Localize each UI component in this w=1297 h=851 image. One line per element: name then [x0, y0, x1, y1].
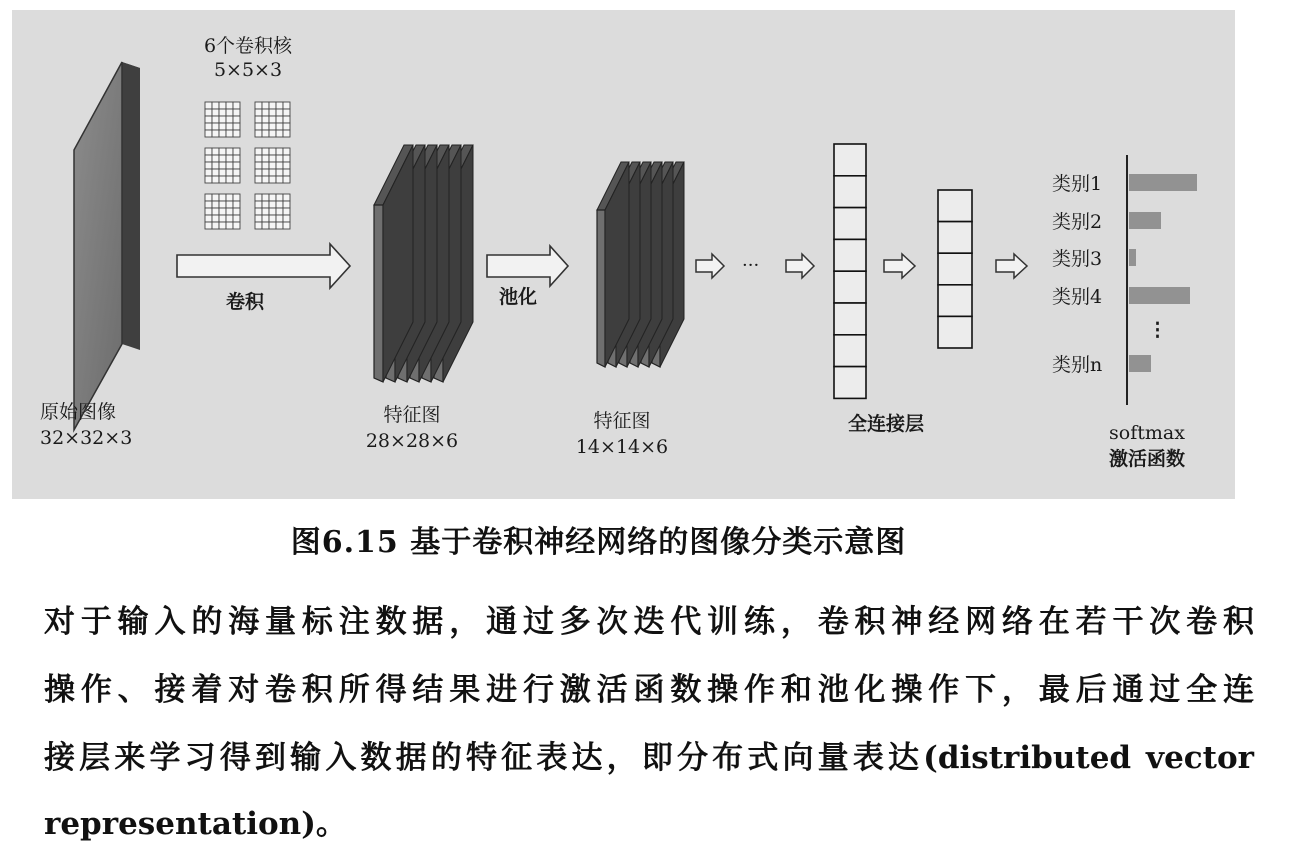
fc2-cell-3 — [938, 253, 972, 285]
activation-label: 激活函数 — [1108, 448, 1185, 470]
conv-kernel-3 — [205, 148, 240, 183]
pool-arrow — [487, 246, 568, 286]
cnn-diagram — [12, 10, 1235, 499]
figure-caption: 图6.15 基于卷积神经网络的图像分类示意图 — [290, 525, 907, 560]
conv-kernel-4 — [255, 148, 290, 183]
small-arrow-2 — [786, 254, 814, 278]
class-dots: ⋮ — [1148, 319, 1167, 341]
conv-arrow — [177, 244, 350, 288]
small-arrow-3 — [884, 254, 915, 278]
fc2-cell-2 — [938, 222, 972, 254]
fc1-cell-5 — [834, 271, 866, 303]
softmax-label: softmax — [1109, 422, 1185, 444]
paragraph-line-3: 接层来学习得到输入数据的特征表达，即分布式向量表达(distributed vector — [44, 740, 1254, 776]
fc2-cell-5 — [938, 316, 972, 348]
fc2-cell-4 — [938, 285, 972, 317]
conv-kernel-5 — [205, 194, 240, 229]
softmax-bar-2 — [1129, 212, 1161, 229]
paragraph-line-2: 操作、接着对卷积所得结果进行激活函数操作和池化操作下，最后通过全连 — [44, 672, 1254, 708]
softmax-bar-1 — [1129, 174, 1197, 191]
feature-map-stack-1 — [374, 145, 473, 382]
fc1-cell-6 — [834, 303, 866, 335]
ellipsis-arrows: ··· — [742, 255, 760, 276]
fc2-cell-1 — [938, 190, 972, 222]
feature-map-1-label: 特征图 — [383, 404, 441, 426]
class-label-n: 类别n — [1052, 354, 1103, 376]
input-image-slab — [74, 62, 140, 430]
class-label-1: 类别1 — [1052, 173, 1103, 195]
feature-map-1-dims: 28×28×6 — [365, 430, 459, 452]
kernels-label: 6个卷积核 — [203, 35, 293, 57]
conv-kernel-2 — [255, 102, 290, 137]
input-dims: 32×32×3 — [40, 427, 133, 449]
conv-label: 卷积 — [226, 291, 265, 313]
feature-map-2-dims: 14×14×6 — [575, 436, 669, 458]
conv-kernel-1 — [205, 102, 240, 137]
small-arrow-1 — [696, 254, 724, 278]
conv-kernel-6 — [255, 194, 290, 229]
conv-kernels — [205, 102, 290, 229]
paragraph-line-4: representation)。 — [44, 806, 347, 842]
fc1-cell-7 — [834, 335, 866, 367]
fc-column-1 — [834, 144, 866, 398]
paragraph-line-1: 对于输入的海量标注数据，通过多次迭代训练，卷积神经网络在若干次卷积 — [44, 604, 1254, 640]
softmax-bar-3 — [1129, 249, 1136, 266]
class-label-3: 类别3 — [1052, 248, 1103, 270]
input-label: 原始图像 — [40, 401, 117, 423]
class-label-2: 类别2 — [1052, 211, 1103, 233]
fc1-cell-8 — [834, 367, 866, 399]
feature-map-2-label: 特征图 — [593, 410, 651, 432]
fc1-cell-1 — [834, 144, 866, 176]
class-label-4: 类别4 — [1052, 286, 1103, 308]
softmax-bar-4 — [1129, 287, 1190, 304]
fc-layer-label: 全连接层 — [848, 413, 925, 435]
small-arrow-4 — [996, 254, 1027, 278]
kernels-dims: 5×5×3 — [213, 59, 283, 81]
softmax-bar-5 — [1129, 355, 1151, 372]
fc1-cell-2 — [834, 176, 866, 208]
feature-map-stack-2 — [597, 162, 684, 367]
pool-label: 池化 — [499, 286, 538, 308]
fc1-cell-4 — [834, 239, 866, 271]
fc1-cell-3 — [834, 208, 866, 240]
fc-column-2 — [938, 190, 972, 348]
softmax-bars — [1129, 174, 1197, 372]
